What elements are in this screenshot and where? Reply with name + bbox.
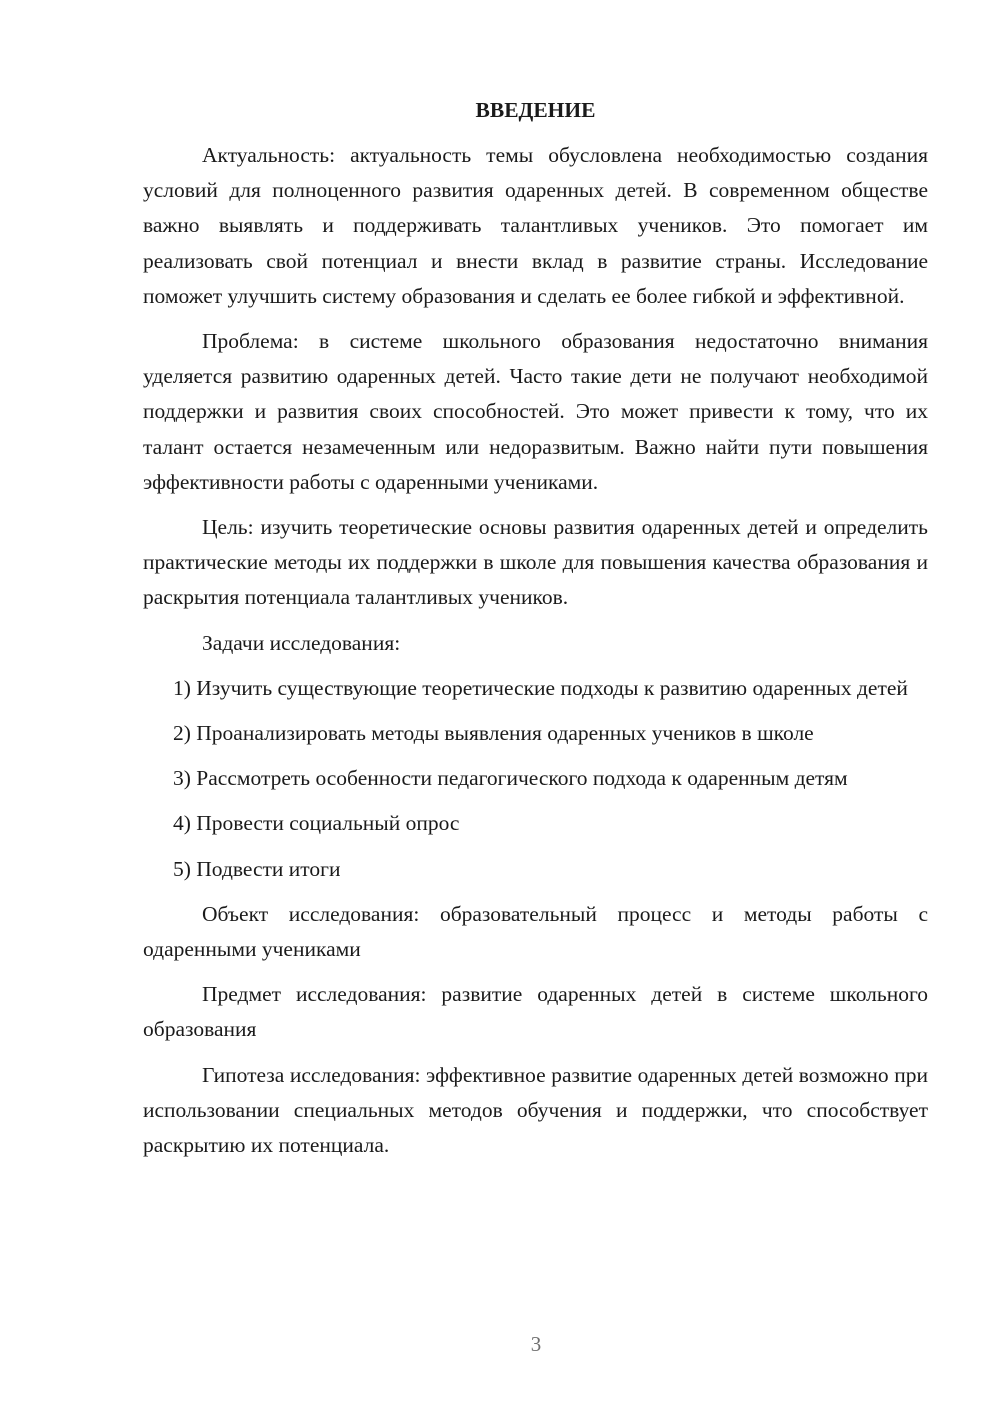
goal-paragraph: Цель: изучить теоретические основы развития одаренных детей и определить практические методы их поддержки в школе для повышения качества образования и раскрытия потенциала талантливых учеников. bbox=[143, 515, 928, 610]
task-item-2: 2) Проанализировать методы выявления одаренных учеников в школе bbox=[173, 721, 814, 746]
page-number: 3 bbox=[530, 1332, 542, 1356]
task-item-3: 3) Рассмотреть особенности педагогического подхода к одаренным детям bbox=[173, 766, 848, 791]
relevance-paragraph: Актуальность: актуальность темы обусловлена необходимостью создания условий для полноценного развития одаренных детей. В современном обществе важно выявлять и поддерживать талантливых учеников. Это помогает им реализовать свой потенциал и внести вклад в развитие страны. Исследование поможет улучшить систему образования и сделать ее более гибкой и эффективной. bbox=[143, 143, 928, 308]
object-paragraph: Объект исследования: образовательный процесс и методы работы с одаренными учениками bbox=[143, 901, 928, 962]
task-item-1: 1) Изучить существующие теоретические подходы к развитию одаренных детей bbox=[173, 675, 908, 700]
document-page bbox=[143, 92, 928, 1173]
problem-paragraph: Проблема: в системе школьного образования недостаточно внимания уделяется развитию одаренных детей. Часто такие дети не получают необходимой поддержки и развития своих способностей. Это может привести к тому, что их талант остается незамеченным или недоразвитым. Важно найти пути повышения эффективности работы с одаренными учениками. bbox=[143, 329, 928, 494]
subject-paragraph: Предмет исследования: развитие одаренных детей в системе школьного образования bbox=[143, 982, 928, 1042]
section-heading: ВВЕДЕНИЕ bbox=[475, 98, 596, 122]
task-item-4: 4) Провести социальный опрос bbox=[173, 811, 460, 836]
tasks-intro: Задачи исследования: bbox=[202, 630, 401, 655]
task-item-5: 5) Подвести итоги bbox=[173, 856, 341, 881]
hypothesis-paragraph: Гипотеза исследования: эффективное развитие одаренных детей возможно при использовании специальных методов обучения и поддержки, что способствует раскрытию их потенциала. bbox=[143, 1062, 928, 1158]
